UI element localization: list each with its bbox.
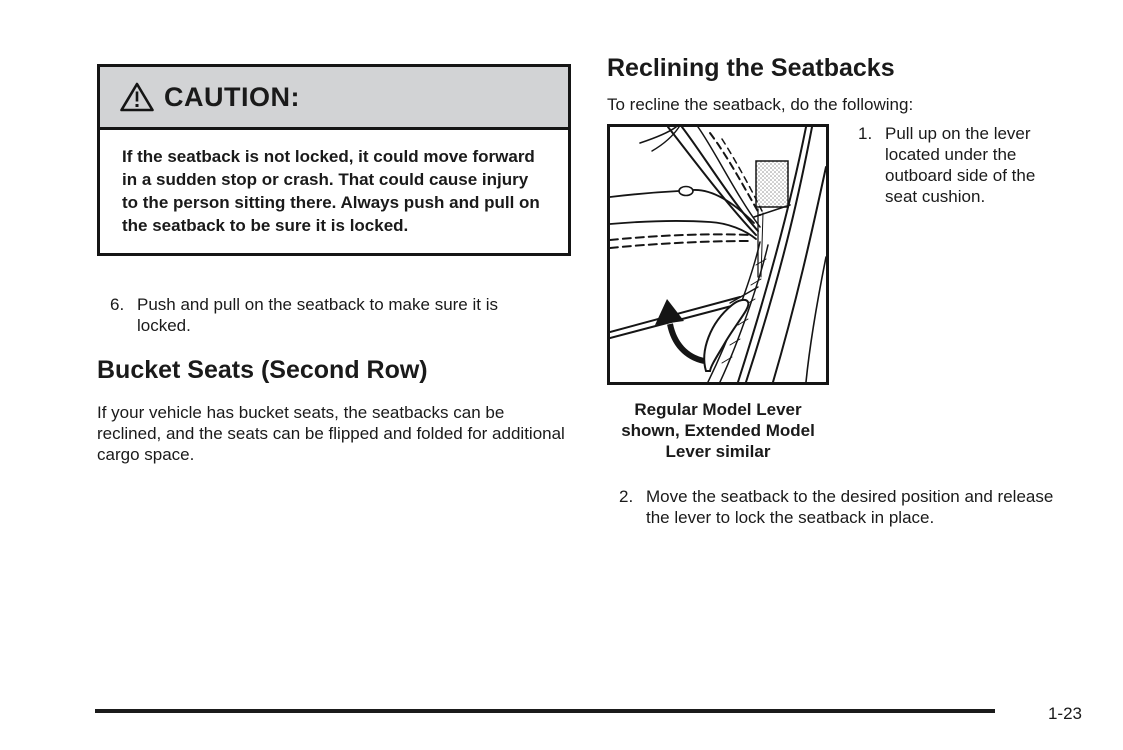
page-number: 1-23 (1047, 704, 1082, 723)
list-item-6-number: 6. (110, 295, 125, 314)
reclining-intro-text: To recline the seatback, do the following: (607, 95, 914, 114)
caution-header (100, 67, 568, 130)
list-item-6-text: Push and pull on the seatback to make sure it is locked. (137, 295, 498, 335)
caution-body-text: If the seatback is not locked, it could move forward in a sudden stop or crash. That could cause injury to the person sitting there. Always push and pull on the seatback to be sure it is locked. (122, 147, 540, 235)
figure-caption-line: Lever similar (665, 442, 771, 461)
step-2-text: Move the seatback to the desired position and release the lever to lock the seatback in place. (646, 487, 1054, 527)
footer-rule (95, 709, 995, 713)
bucket-seats-paragraph: If your vehicle has bucket seats, the seatbacks can be reclined, and the seats can be flipped and folded for additional cargo space. (97, 403, 565, 464)
heading-bucket-seats: Bucket Seats (Second Row) (97, 356, 428, 384)
seat-lever-illustration (607, 124, 829, 385)
figure-caption-line: shown, Extended Model (621, 421, 815, 440)
step-2-number: 2. (619, 487, 634, 506)
list-item-6 (110, 294, 505, 336)
step-1-number: 1. (858, 124, 873, 143)
step-1 (858, 123, 1063, 207)
figure-caption (585, 399, 851, 462)
figure-caption-line: Regular Model Lever (634, 400, 802, 419)
caution-box (97, 64, 571, 256)
caution-title (120, 82, 300, 113)
caution-title-text: CAUTION: (164, 81, 300, 112)
warning-triangle-icon (120, 82, 154, 112)
step-1-text: Pull up on the lever located under the outboard side of the seat cushion. (885, 124, 1036, 206)
heading-reclining-seatbacks: Reclining the Seatbacks (607, 54, 895, 82)
step-2 (619, 486, 1068, 528)
